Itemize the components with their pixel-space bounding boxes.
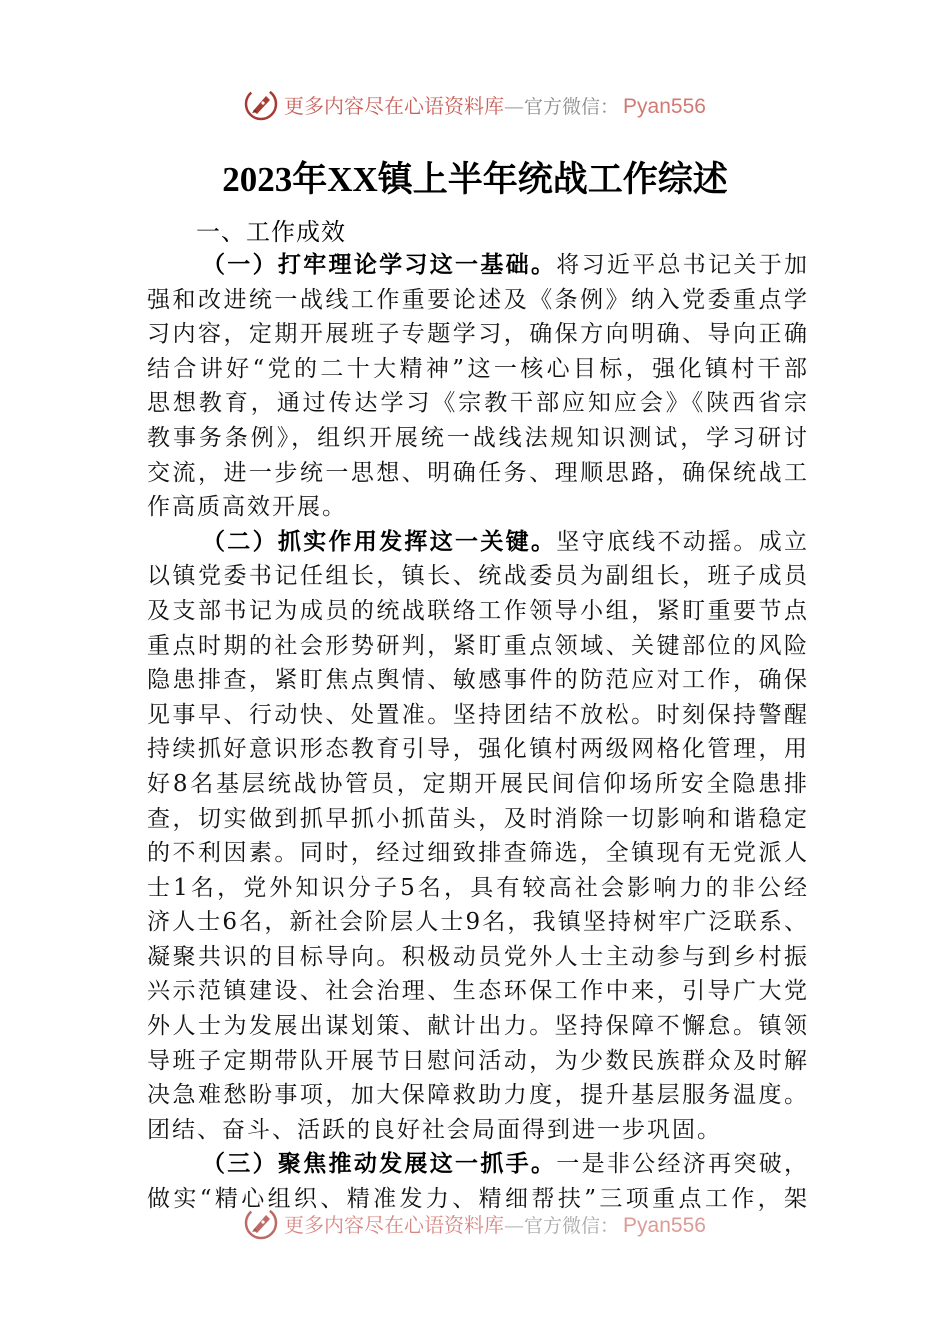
paragraph-3-lead: （三）聚焦推动发展这一抓手。 — [202, 1150, 557, 1178]
paragraph-line: 见事早、行动快、处置准。坚持团结不放松。时刻保持警醒 — [147, 701, 809, 728]
text-run: 坚守底线不动摇。成立 — [556, 528, 810, 555]
paragraph-line: 结合讲好“党的二十大精神”这一核心目标，强化镇村干部 — [147, 355, 809, 382]
paragraph-line: 重点时期的社会形势研判，紧盯重点领域、关键部位的风险 — [147, 632, 809, 659]
pen-nib-logo-icon — [244, 87, 278, 121]
paragraph-line: 以镇党委书记任组长，镇长、统战委员为副组长，班子成员 — [147, 563, 809, 590]
paragraph-line: 团结、奋斗、活跃的良好社会局面得到进一步巩固。 — [147, 1116, 722, 1143]
paragraph-line: 士1名，党外知识分子5名，具有较高社会影响力的非公经 — [147, 874, 809, 901]
watermark-wechat-id: Pyan556 — [623, 1213, 706, 1237]
pen-nib-logo-icon — [244, 1206, 278, 1240]
paragraph-1-line — [147, 248, 809, 283]
paragraph-line: 及支部书记为成员的统战联络工作领导小组，紧盯重要节点 — [147, 597, 809, 624]
paragraph-1-lead: （一）打牢理论学习这一基础。 — [202, 251, 557, 278]
paragraph-3-line — [147, 1147, 809, 1182]
footer-watermark — [0, 1203, 950, 1243]
paragraph-line: 习内容，定期开展班子专题学习，确保方向明确、导向正确 — [147, 321, 809, 348]
paragraph-line: 思想教育，通过传达学习《宗教干部应知应会》《陕西省宗 — [147, 390, 809, 417]
watermark-text — [284, 1209, 706, 1238]
header-watermark — [0, 84, 950, 124]
paragraph-2-lead: （二）抓实作用发挥这一关键。 — [202, 527, 557, 555]
text-run: 一是非公经济再突破， — [556, 1151, 810, 1178]
paragraph-line: 持续抓好意识形态教育引导，强化镇村两级网格化管理，用 — [147, 736, 809, 763]
watermark-library-name: 更多内容尽在心语资料库 — [284, 93, 505, 118]
paragraph-line: 教事务条例》，组织开展统一战线法规知识测试，学习研讨 — [147, 424, 809, 451]
document-body — [147, 248, 809, 1217]
paragraph-line: 决急难愁盼事项，加大保障救助力度，提升基层服务温度。 — [147, 1082, 809, 1109]
paragraph-line: 好8名基层统战协管员，定期开展民间信仰场所安全隐患排 — [147, 770, 809, 797]
paragraph-line: 导班子定期带队开展节日慰问活动，为少数民族群众及时解 — [147, 1047, 809, 1074]
watermark-text — [284, 90, 706, 119]
paragraph-line: 做实“精心组织、精准发力、精细帮扶”三项重点工作，架 — [147, 1186, 809, 1213]
section-heading: 一、工作成效 — [196, 218, 346, 246]
text-run: 将习近平总书记关于加 — [556, 252, 810, 278]
watermark-dash: — — [504, 1212, 525, 1237]
paragraph-line: 外人士为发展出谋划策、献计出力。坚持保障不懈怠。镇领 — [147, 1013, 809, 1040]
paragraph-line: 查，切实做到抓早抓小抓苗头，及时消除一切影响和谐稳定 — [147, 805, 809, 832]
paragraph-line: 作高质高效开展。 — [147, 494, 347, 521]
paragraph-line: 隐患排查，紧盯焦点舆情、敏感事件的防范应对工作，确保 — [147, 667, 809, 694]
paragraph-line: 凝聚共识的目标导向。积极动员党外人士主动参与到乡村振 — [147, 943, 809, 970]
watermark-dash: — — [504, 93, 525, 118]
paragraph-line: 济人士6名，新社会阶层人士9名，我镇坚持树牢广泛联系、 — [147, 909, 809, 936]
paragraph-line: 的不利因素。同时，经过细致排查筛选，全镇现有无党派人 — [147, 840, 809, 867]
watermark-library-name: 更多内容尽在心语资料库 — [284, 1212, 505, 1237]
document-title: 2023年XX镇上半年统战工作综述 — [222, 160, 728, 199]
watermark-wechat-label: 官方微信： — [524, 1214, 620, 1237]
watermark-wechat-id: Pyan556 — [623, 94, 706, 118]
paragraph-line: 兴示范镇建设、社会治理、生态环保工作中来，引导广大党 — [147, 978, 809, 1005]
watermark-wechat-label: 官方微信： — [524, 95, 620, 118]
paragraph-line: 强和改进统一战线工作重要论述及《条例》纳入党委重点学 — [147, 286, 809, 313]
paragraph-2-line — [147, 525, 809, 560]
paragraph-line: 交流，进一步统一思想、明确任务、理顺思路，确保统战工 — [147, 459, 809, 486]
